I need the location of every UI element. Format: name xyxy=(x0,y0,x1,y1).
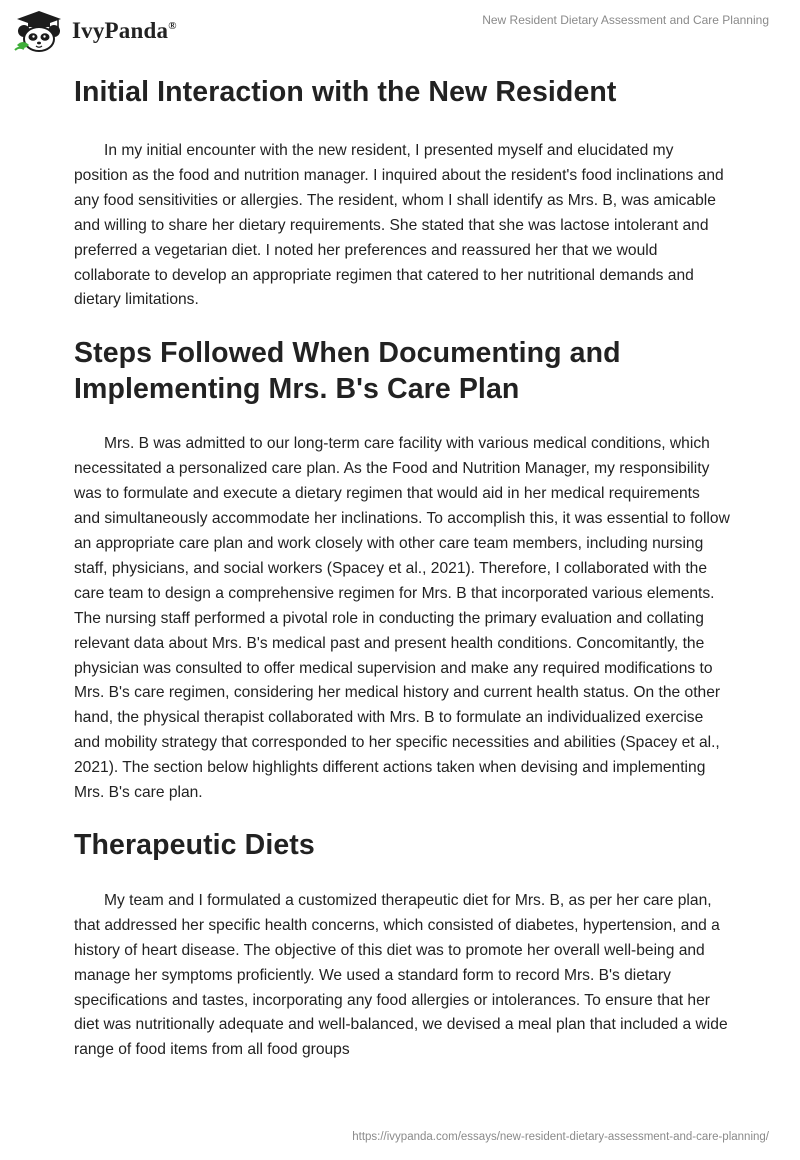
brand-name: IvyPanda® xyxy=(72,18,177,43)
section-heading: Therapeutic Diets xyxy=(74,828,315,861)
page-header xyxy=(0,0,800,60)
section-paragraph: In my initial encounter with the new resident, I presented myself and elucidated my position as the food and nutrition manager. I inquired about the resident's food inclinations and any food sensitivities or allergies. The resident, whom I shall identify as Mrs. B, was amicable and willing to share her dietary requirements. She stated that she was lactose intolerant and preferred a vegetarian diet. I noted her preferences and reassured her that we would collaborate to develop an appropriate regimen that catered to her nutritional demands and dietary limitations. xyxy=(74,142,724,309)
document-title: New Resident Dietary Assessment and Care Planning xyxy=(482,13,769,27)
section-heading: Steps Followed When Documenting and Implementing Mrs. B's Care Plan xyxy=(74,337,621,406)
panda-graduate-icon xyxy=(14,9,64,53)
source-url[interactable]: https://ivypanda.com/essays/new-resident-dietary-assessment-and-care-planning/ xyxy=(352,1131,769,1143)
article-body xyxy=(74,68,730,1063)
brand-logo[interactable] xyxy=(14,9,177,53)
section-heading: Initial Interaction with the New Resident xyxy=(74,76,617,108)
section-paragraph: Mrs. B was admitted to our long-term care facility with various medical conditions, which necessitated a personalized care plan. As the Food and Nutrition Manager, my responsibility was to formulate and execute a dietary regimen that would aid in her medical requirements and simultaneously accommodate her inclinations. To accomplish this, it was essential to follow an appropriate care plan and work closely with other care team members, including nursing staff, physicians, and social workers (Spacey et al., 2021). Therefore, I collaborated with the care team to design a comprehensive regimen for Mrs. B that incorporated various elements. The nursing staff performed a pivotal role in conducting the primary evaluation and collating relevant data about Mrs. B's medical past and present health conditions. Concomitantly, the physician was consulted to offer medical supervision and make any required modifications to Mrs. B's care regimen, considering her medical history and current health status. On the other hand, the physical therapist collaborated with Mrs. B to formulate an individualized exercise and mobility strategy that corresponded to her specific necessities and abilities (Spacey et al., 2021). The section below highlights different actions taken when devising and implementing Mrs. B's care plan. xyxy=(74,435,730,802)
section-paragraph: My team and I formulated a customized therapeutic diet for Mrs. B, as per her care plan, that addressed her specific health concerns, which consisted of diabetes, hypertension, and a history of heart disease. The objective of this diet was to promote her overall well-being and manage her symptoms proficiently. We used a standard form to record Mrs. B's dietary specifications and tastes, incorporating any food allergies or intolerances. To ensure that her diet was nutritionally adequate and well-balanced, we devised a meal plan that included a wide range of food items from all food groups xyxy=(74,891,728,1059)
